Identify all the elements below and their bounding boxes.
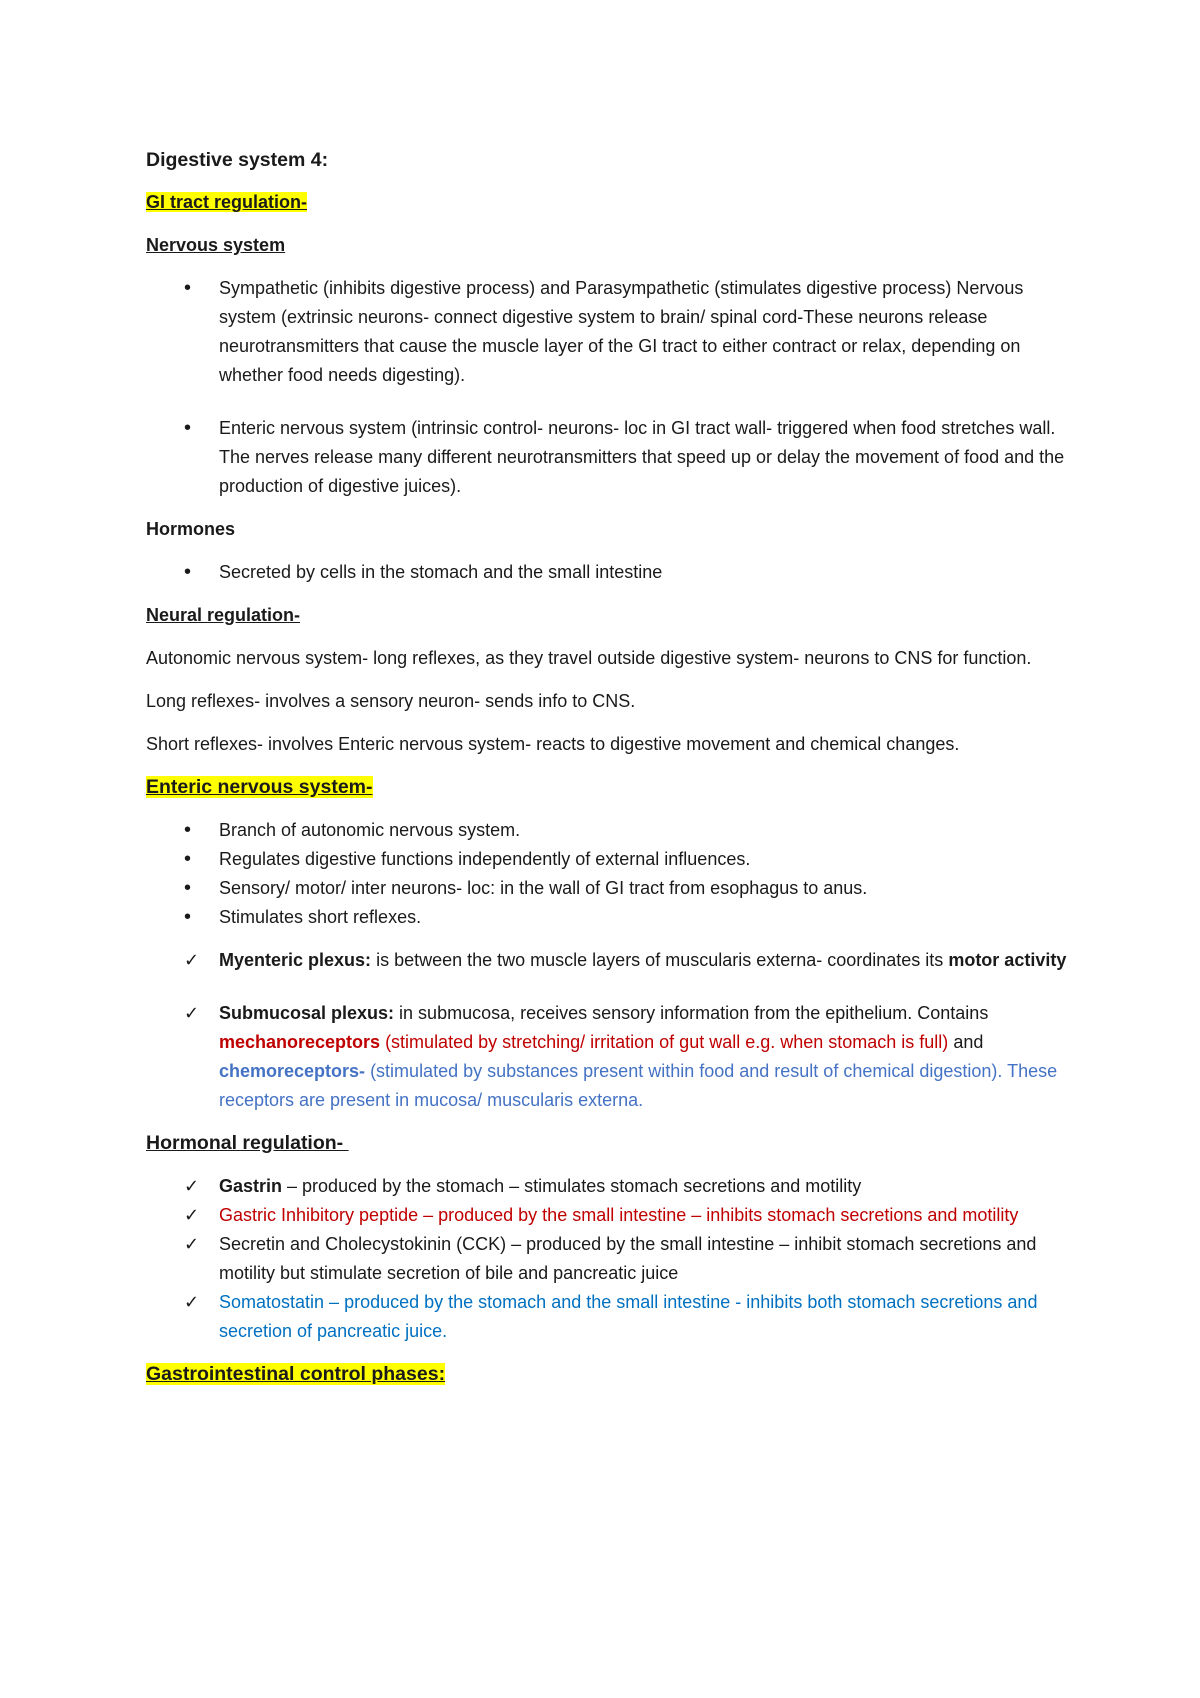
neural-paragraph: Autonomic nervous system- long reflexes, as they travel outside digestive system- neurons to CNS for function. [146, 648, 1032, 668]
checkmark-icon: ✓ [184, 1234, 200, 1254]
list-item: • Enteric nervous system (intrinsic control- neurons- loc in GI tract wall- triggered when food stretches wall. The nerves release many different neurotransmitters that speed up or delay the movement of food and the production of digestive juices). [146, 414, 1076, 501]
list-item: ✓ Submucosal plexus: in submucosa, receives sensory information from the epithelium. Contains mechanoreceptors (stimulated by stretching/ irritation of gut wall e.g. when stomach is full) and chemoreceptors- (stimulated by substances present within food and result of chemical digestion). These receptors are present in mucosa/ muscularis externa. [146, 999, 1076, 1115]
bullet-icon [184, 816, 204, 845]
neural-paragraph: Short reflexes- involves Enteric nervous system- reacts to digestive movement and chemical changes. [146, 734, 960, 754]
neural-regulation-heading: Neural regulation- [146, 605, 301, 625]
gi-regulation-heading: GI tract regulation- [146, 192, 308, 212]
bullet-icon [184, 274, 204, 303]
hormonal-regulation-heading: Hormonal regulation- [146, 1132, 349, 1154]
nervous-system-heading: Nervous system [146, 235, 286, 255]
hormones-heading: Hormones [146, 519, 236, 539]
list-item: ✓ Gastrin – produced by the stomach – stimulates stomach secretions and motility [146, 1172, 1076, 1201]
list-item: ✓ Gastric Inhibitory peptide – produced by the small intestine – inhibits stomach secretions and motility [146, 1201, 1076, 1230]
plexus-list [146, 946, 1076, 1115]
hormonal-list [146, 1172, 1076, 1346]
document-content [146, 146, 1076, 1389]
list-item: ✓ Somatostatin – produced by the stomach and the small intestine - inhibits both stomach secretions and secretion of pancreatic juice. [146, 1288, 1076, 1346]
list-item: ✓ Myenteric plexus: is between the two muscle layers of muscularis externa- coordinates its motor activity [146, 946, 1076, 975]
bullet-icon [184, 558, 204, 587]
enteric-heading: Enteric nervous system- [146, 776, 373, 798]
list-item: • Secreted by cells in the stomach and the small intestine [146, 558, 1076, 587]
document-title: Digestive system 4: [146, 149, 329, 171]
control-phases-heading: Gastrointestinal control phases: [146, 1363, 446, 1385]
nervous-system-list [146, 274, 1076, 501]
checkmark-icon: ✓ [184, 1292, 200, 1312]
checkmark-icon: ✓ [184, 1205, 200, 1225]
enteric-list [146, 816, 1076, 932]
list-item: • Stimulates short reflexes. [146, 903, 1076, 932]
hormones-list [146, 558, 1076, 587]
list-item: • Sympathetic (inhibits digestive process) and Parasympathetic (stimulates digestive process) Nervous system (extrinsic neurons- connect digestive system to brain/ spinal cord-These neurons release neurotransmitters that cause the muscle layer of the GI tract to either contract or relax, depending on whether food needs digesting). [146, 274, 1076, 390]
checkmark-icon: ✓ [184, 1176, 200, 1196]
list-item: • Sensory/ motor/ inter neurons- loc: in the wall of GI tract from esophagus to anus. [146, 874, 1076, 903]
bullet-icon [184, 874, 204, 903]
list-item: ✓ Secretin and Cholecystokinin (CCK) – produced by the small intestine – inhibit stomach secretions and motility but stimulate secretion of bile and pancreatic juice [146, 1230, 1076, 1288]
neural-paragraph: Long reflexes- involves a sensory neuron- sends info to CNS. [146, 691, 636, 711]
checkmark-icon: ✓ [184, 950, 200, 970]
checkmark-icon: ✓ [184, 1003, 200, 1023]
list-item: • Regulates digestive functions independently of external influences. [146, 845, 1076, 874]
list-item: • Branch of autonomic nervous system. [146, 816, 1076, 845]
bullet-icon [184, 903, 204, 932]
bullet-icon [184, 845, 204, 874]
bullet-icon [184, 414, 204, 443]
